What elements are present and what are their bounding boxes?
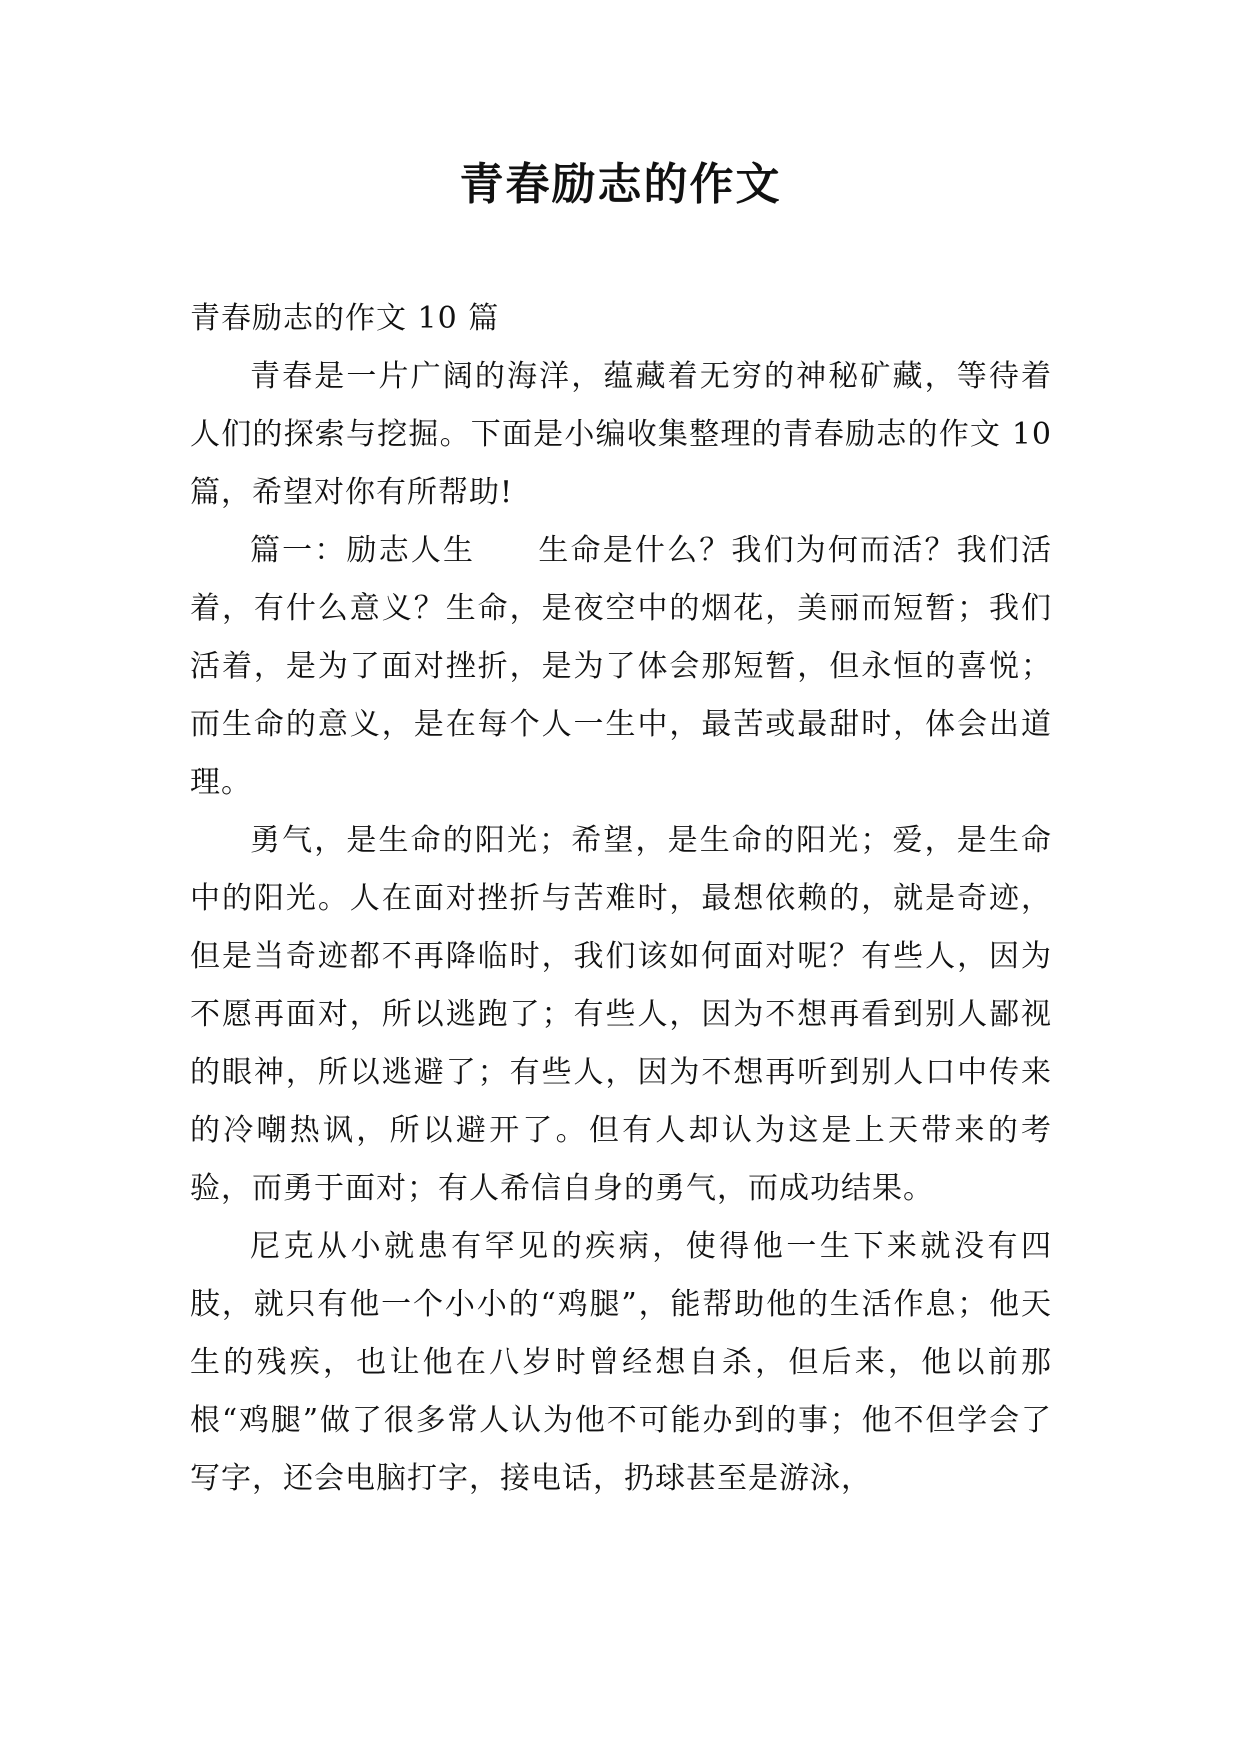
- document-body: [190, 290, 1052, 1508]
- courage-paragraph: 勇气，是生命的阳光；希望，是生命的阳光；爱，是生命中的阳光。人在面对挫折与苦难时，最想依赖的，就是奇迹，但是当奇迹都不再降临时，我们该如何面对呢？有些人，因为不愿再面对，所以逃跑了；有些人，因为不想再看到别人鄙视的眼神，所以逃避了；有些人，因为不想再听到别人口中传来的冷嘲热讽，所以避开了。但有人却认为这是上天带来的考验，而勇于面对；有人希信自身的勇气，而成功结果。: [190, 823, 1052, 1206]
- section-heading: 篇一：励志人生: [250, 533, 476, 568]
- document-title: 青春励志的作文: [459, 159, 782, 210]
- section-one-text: 生命是什么？我们为何而活？我们活着，有什么意义？生命，是夜空中的烟花，美丽而短暂；我们活着，是为了面对挫折，是为了体会那短暂，但永恒的喜悦；而生命的意义，是在每个人一生中，最苦或最甜时，体会出道理。: [190, 533, 1053, 800]
- intro-paragraph: 青春是一片广阔的海洋，蕴藏着无穷的神秘矿藏，等待着人们的探索与挖掘。下面是小编收集整理的青春励志的作文 10 篇，希望对你有所帮助!: [190, 359, 1052, 510]
- nick-paragraph: 尼克从小就患有罕见的疾病，使得他一生下来就没有四肢，就只有他一个小小的“鸡腿”，能帮助他的生活作息；他天生的残疾，也让他在八岁时曾经想自杀，但后来，他以前那根“鸡腿”做了很多常人认为他不可能办到的事；他不但学会了写字，还会电脑打字，接电话，扔球甚至是游泳，: [190, 1229, 1052, 1496]
- document-subtitle: 青春励志的作文 10 篇: [190, 301, 500, 336]
- section-one-paragraph: [190, 522, 1052, 812]
